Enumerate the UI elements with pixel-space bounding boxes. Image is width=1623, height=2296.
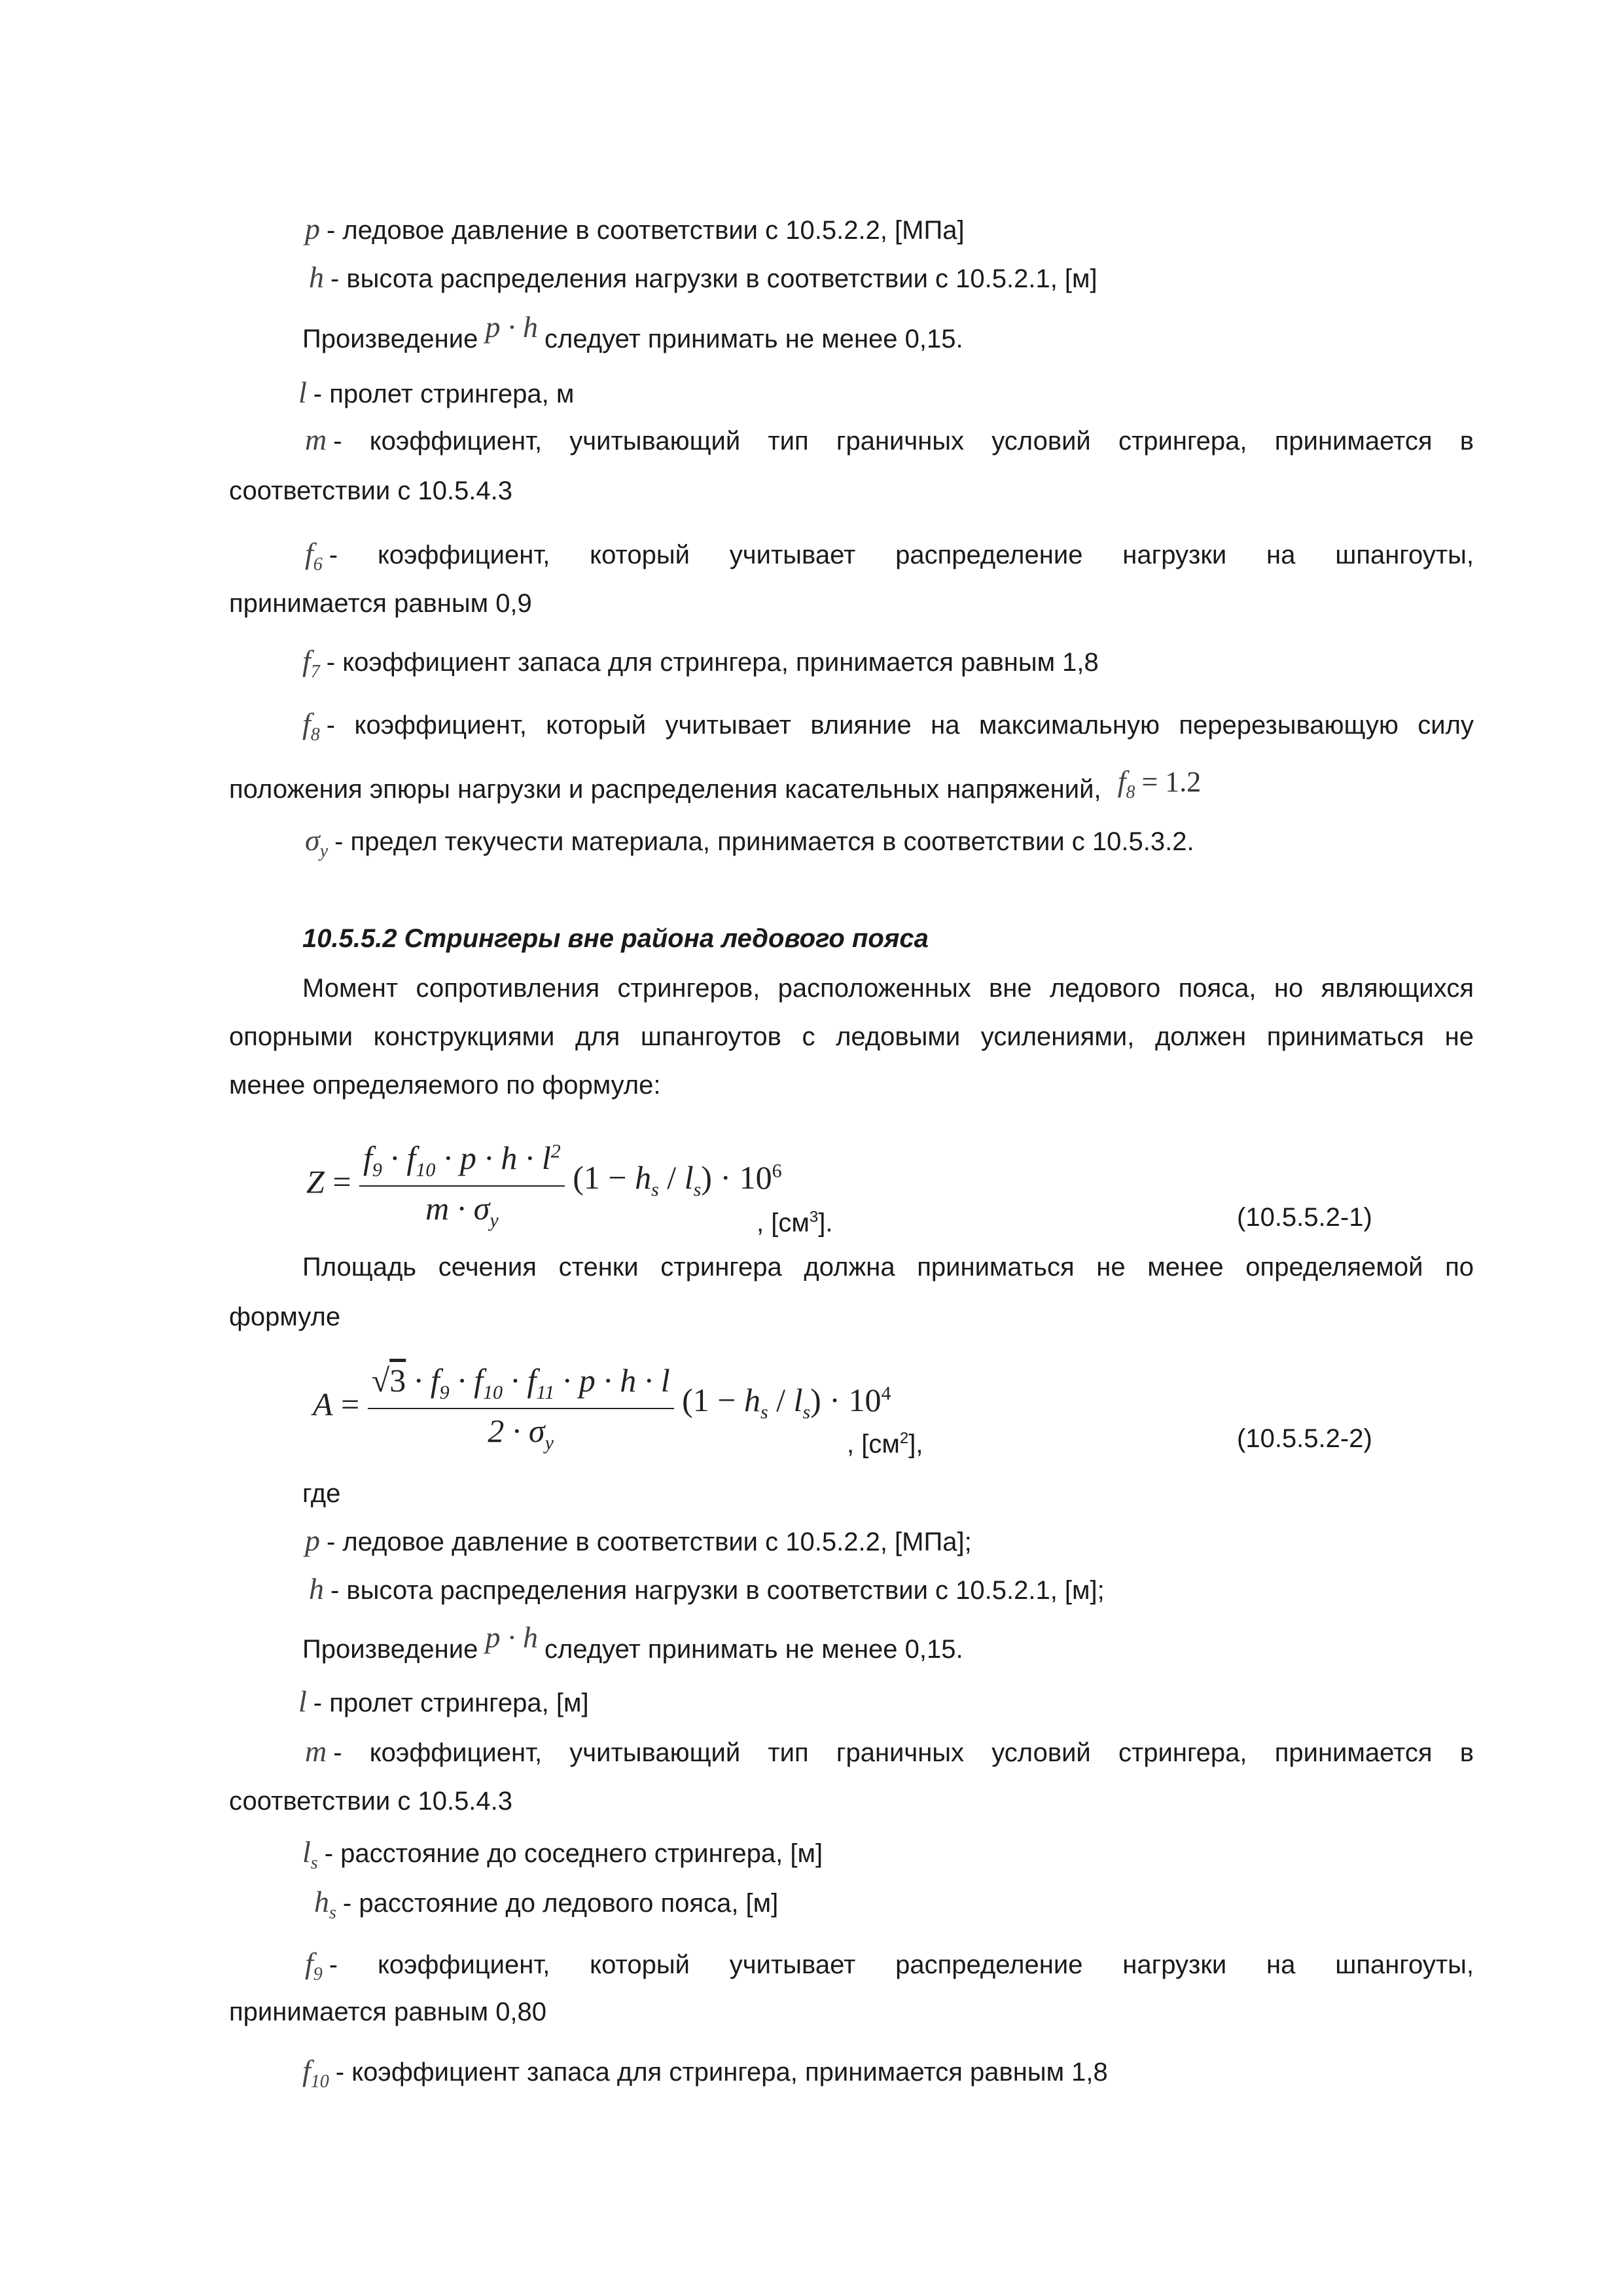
def2-p (305, 1525, 972, 1558)
def-h (309, 262, 1097, 295)
para2-line1: Площадь сечения стенки стрингера должна приниматься не менее определяемой по (302, 1253, 1474, 1282)
def-m-line1 (305, 424, 1474, 457)
symbol-h: h (309, 260, 324, 294)
def2-f9-line1 (305, 1948, 1474, 1990)
def-sigma (305, 825, 1194, 867)
def2-f10 (302, 2055, 1108, 2098)
eq2-number: (10.5.5.2-2) (1237, 1424, 1372, 1453)
symbol-f6: $f_6$ (305, 537, 323, 575)
product-prefix: Произведение (302, 325, 478, 353)
symbol-f8-inline: $f_8$ (1117, 764, 1135, 803)
def2-m-text-1: - коэффициент, учитывающий тип граничных условий стрингера, принимается в (333, 1738, 1474, 1767)
def2-l (298, 1686, 589, 1719)
product-note (302, 310, 963, 355)
def2-hs-text: - расстояние до ледового пояса, [м] (342, 1889, 779, 1918)
symbol-m: m (305, 423, 327, 456)
formula-z: Z = $\frac{f_9 \cdot f_{10} \cdot p \cdot h \cdot l^2}{m \cdot \sigma_y}$ $(1 - h_s / l_s) \cdot 10^6$ (306, 1139, 782, 1231)
where-label: где (302, 1479, 341, 1508)
def2-m-line2: соответствии с 10.5.4.3 (229, 1787, 513, 1816)
def2-m-line1 (305, 1736, 1474, 1768)
symbol-p: p (305, 212, 320, 245)
symbol-h: h (309, 1572, 324, 1605)
product-note-2 (302, 1621, 963, 1665)
symbol-p-h: p · h (485, 310, 538, 344)
def-f6-line2: принимается равным 0,9 (229, 589, 532, 618)
product-prefix-2: Произведение (302, 1635, 478, 1664)
symbol-hs: $h_s$ (314, 1885, 336, 1924)
def-f6-text-1: - коэффициент, который учитывает распределение нагрузки на шпангоуты, (329, 541, 1474, 569)
product-suffix: следует принимать не менее 0,15. (544, 325, 963, 353)
def2-f9-line2: принимается равным 0,80 (229, 1998, 547, 2026)
def-p (305, 213, 965, 246)
def-f6-line1 (305, 538, 1474, 581)
formula-a: A = $\frac{√3 \cdot f_9 \cdot f_{10} \cdot f_{11} \cdot p \cdot h \cdot l}{2 \cdot \sigma_y}$ $(1 - h_s / l_s) \cdot 10^4$ (313, 1362, 891, 1454)
symbol-sigma-y: $\sigma_y$ (305, 823, 329, 862)
def-f7 (302, 645, 1099, 688)
def-f8-text-2: положения эпюры нагрузки и распределения касательных напряжений, (229, 775, 1101, 804)
f8-value: = 1.2 (1141, 766, 1202, 798)
symbol-f8: $f_8$ (302, 707, 320, 745)
symbol-ls: $l_s$ (302, 1835, 318, 1874)
def-f8-line1 (302, 708, 1474, 751)
symbol-l: l (298, 1685, 307, 1718)
symbol-l: l (298, 376, 307, 409)
eq1-number: (10.5.5.2-1) (1237, 1203, 1372, 1232)
symbol-f7: $f_7$ (302, 644, 320, 683)
def-sigma-text: - предел текучести материала, принимается в соответствии с 10.5.3.2. (334, 827, 1194, 856)
def2-l-text: - пролет стрингера, [м] (313, 1689, 589, 1717)
def-f7-text: - коэффициент запаса для стрингера, принимается равным 1,8 (326, 648, 1099, 677)
eq1-unit: , $[см^3]$. (757, 1208, 833, 1238)
def-p-text: - ледовое давление в соответствии с 10.5.2.2, [МПа] (327, 216, 965, 245)
def-f8-text-1: - коэффициент, который учитывает влияние на максимальную перерезывающую силу (326, 711, 1474, 740)
symbol-f9: $f_9$ (305, 1946, 323, 1985)
def2-f10-text: - коэффициент запаса для стрингера, принимается равным 1,8 (335, 2058, 1108, 2087)
def2-f9-text-1: - коэффициент, который учитывает распределение нагрузки на шпангоуты, (329, 1950, 1474, 1979)
product-suffix-2: следует принимать не менее 0,15. (544, 1635, 963, 1664)
def2-h (309, 1573, 1105, 1606)
def-f8-line2 (229, 764, 1202, 815)
para2-line2: формуле (229, 1302, 341, 1331)
symbol-m: m (305, 1734, 327, 1768)
def2-p-text: - ледовое давление в соответствии с 10.5.2.2, [МПа]; (327, 1528, 972, 1556)
section-heading: 10.5.5.2 Стрингеры вне района ледового пояса (302, 924, 929, 953)
def2-ls (302, 1837, 823, 1879)
def-m-text-1: - коэффициент, учитывающий тип граничных условий стрингера, принимается в (333, 427, 1474, 456)
def2-ls-text: - расстояние до соседнего стрингера, [м] (324, 1839, 823, 1868)
def2-h-text: - высота распределения нагрузки в соответствии с 10.5.2.1, [м]; (330, 1576, 1105, 1605)
def-h-text: - высота распределения нагрузки в соответствии с 10.5.2.1, [м] (330, 264, 1097, 293)
symbol-p: p (305, 1524, 320, 1557)
para-line2: опорными конструкциями для шпангоутов с ледовыми усилениями, должен приниматься не (229, 1022, 1474, 1051)
symbol-p-h: p · h (485, 1621, 538, 1654)
para-line1: Момент сопротивления стрингеров, расположенных вне ледового пояса, но являющихся (302, 974, 1474, 1003)
eq2-unit: , $[см^2]$, (847, 1429, 923, 1459)
def2-hs (314, 1886, 778, 1929)
def-l (298, 377, 574, 410)
def-l-text: - пролет стрингера, м (313, 380, 575, 408)
def-m-line2: соответствии с 10.5.4.3 (229, 476, 513, 505)
para-line3: менее определяемого по формуле: (229, 1071, 661, 1100)
symbol-f10: $f_{10}$ (302, 2054, 329, 2092)
